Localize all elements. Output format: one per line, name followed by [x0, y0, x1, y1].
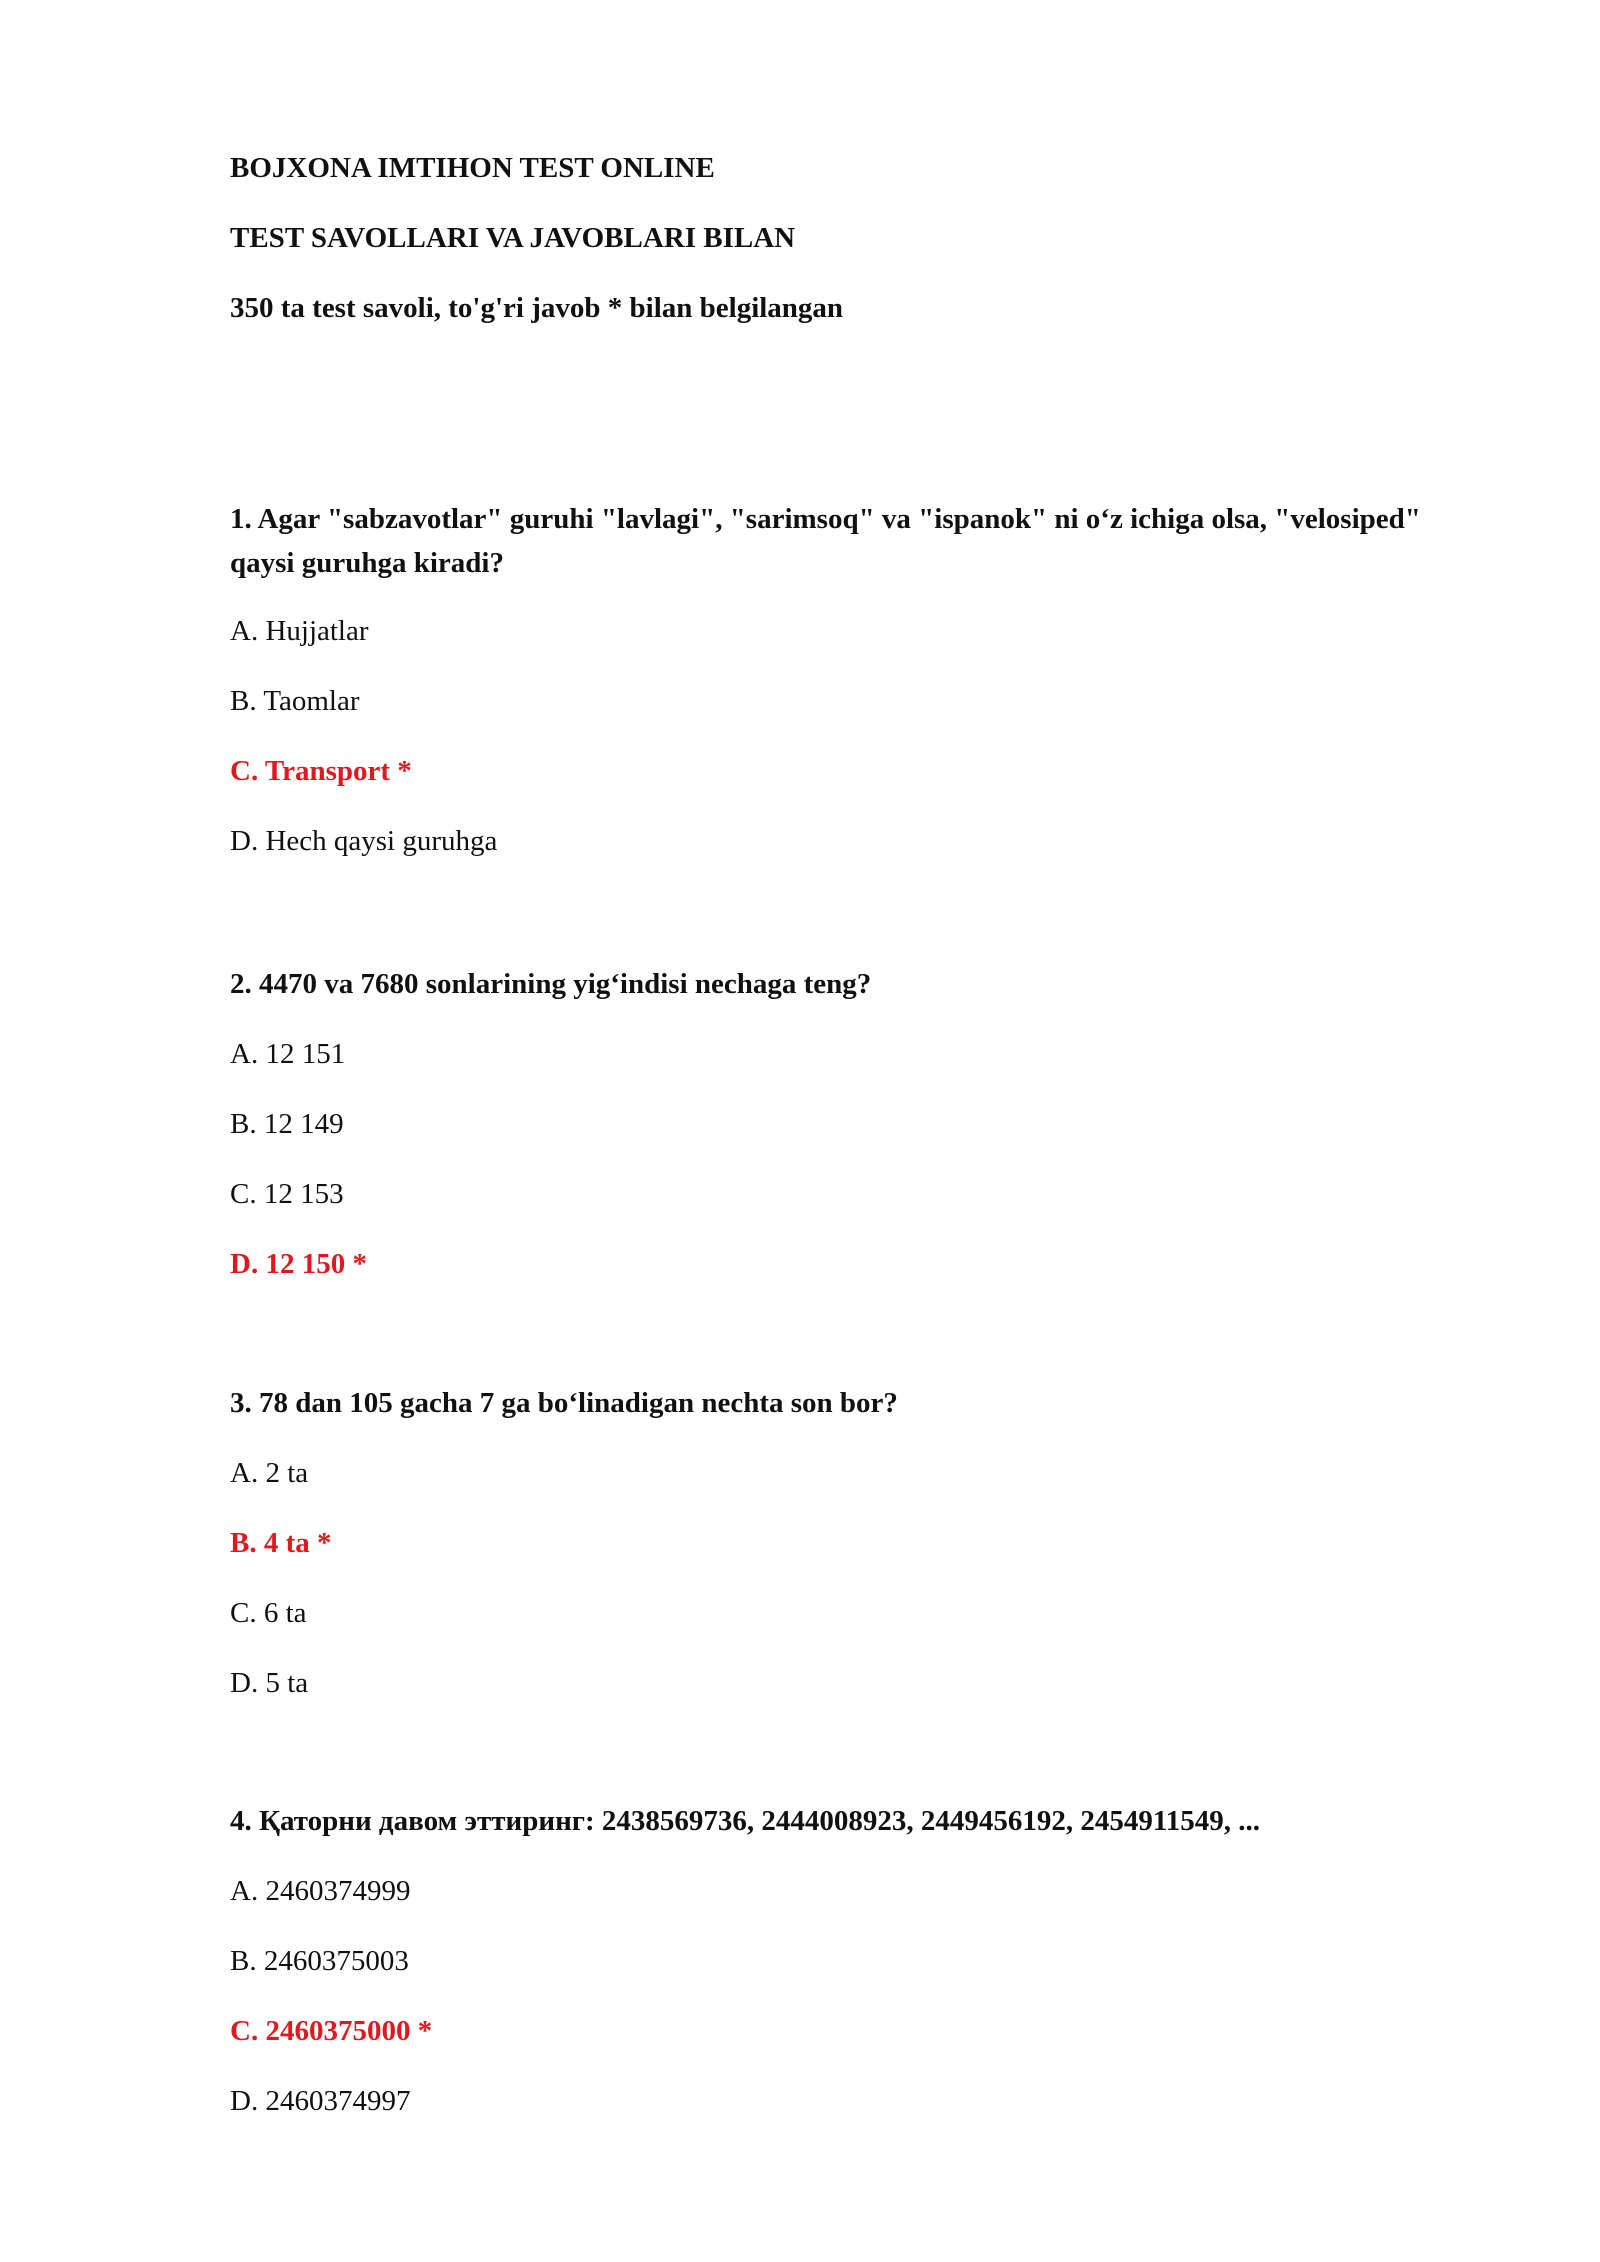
answer-options — [230, 1451, 1470, 1731]
document-title: BOJXONA IMTIHON TEST ONLINE — [230, 152, 715, 184]
answer-option-a: A. Hujjatlar — [230, 615, 369, 647]
answer-option-d: D. Hech qaysi guruhga — [230, 825, 498, 857]
answer-option-d: D. 5 ta — [230, 1667, 309, 1699]
answer-option-c-correct: C. 2460375000 * — [230, 2015, 433, 2047]
question-text: 4. Қаторни давом эттиринг: 2438569736, 2444008923, 2449456192, 2454911549, ... — [230, 1805, 1261, 1837]
document-note: 350 ta test savoli, to'g'ri javob * bilan belgilangan — [230, 292, 844, 324]
question-2 — [230, 962, 1470, 1312]
answer-option-c: C. 12 153 — [230, 1178, 344, 1210]
question-1 — [230, 497, 1470, 889]
answer-option-c: C. 6 ta — [230, 1597, 307, 1629]
answer-option-b-correct: B. 4 ta * — [230, 1527, 332, 1559]
answer-options — [230, 1869, 1470, 2149]
answer-option-c-correct: C. Transport * — [230, 755, 412, 787]
answer-options — [230, 1032, 1470, 1312]
answer-option-d-correct: D. 12 150 * — [230, 1248, 367, 1280]
answer-option-d: D. 2460374997 — [230, 2085, 411, 2117]
question-text: 3. 78 dan 105 gacha 7 ga bo‘linadigan nechta son bor? — [230, 1387, 898, 1419]
answer-option-b: B. 2460375003 — [230, 1945, 409, 1977]
answer-option-a: A. 2460374999 — [230, 1875, 411, 1907]
question-3 — [230, 1381, 1470, 1731]
document-subtitle: TEST SAVOLLARI VA JAVOBLARI BILAN — [230, 222, 796, 254]
answer-option-b: B. 12 149 — [230, 1108, 344, 1140]
question-text: 1. Agar "sabzavotlar" guruhi "lavlagi", "sarimsoq" va "ispanok" ni o‘z ichiga olsa, "velosiped" qaysi guruhga kiradi? — [230, 503, 1421, 579]
answer-options — [230, 609, 1470, 889]
question-4 — [230, 1799, 1470, 2149]
question-text: 2. 4470 va 7680 sonlarining yig‘indisi nechaga teng? — [230, 968, 872, 1000]
answer-option-a: A. 2 ta — [230, 1457, 309, 1489]
answer-option-b: B. Taomlar — [230, 685, 360, 717]
answer-option-a: A. 12 151 — [230, 1038, 346, 1070]
